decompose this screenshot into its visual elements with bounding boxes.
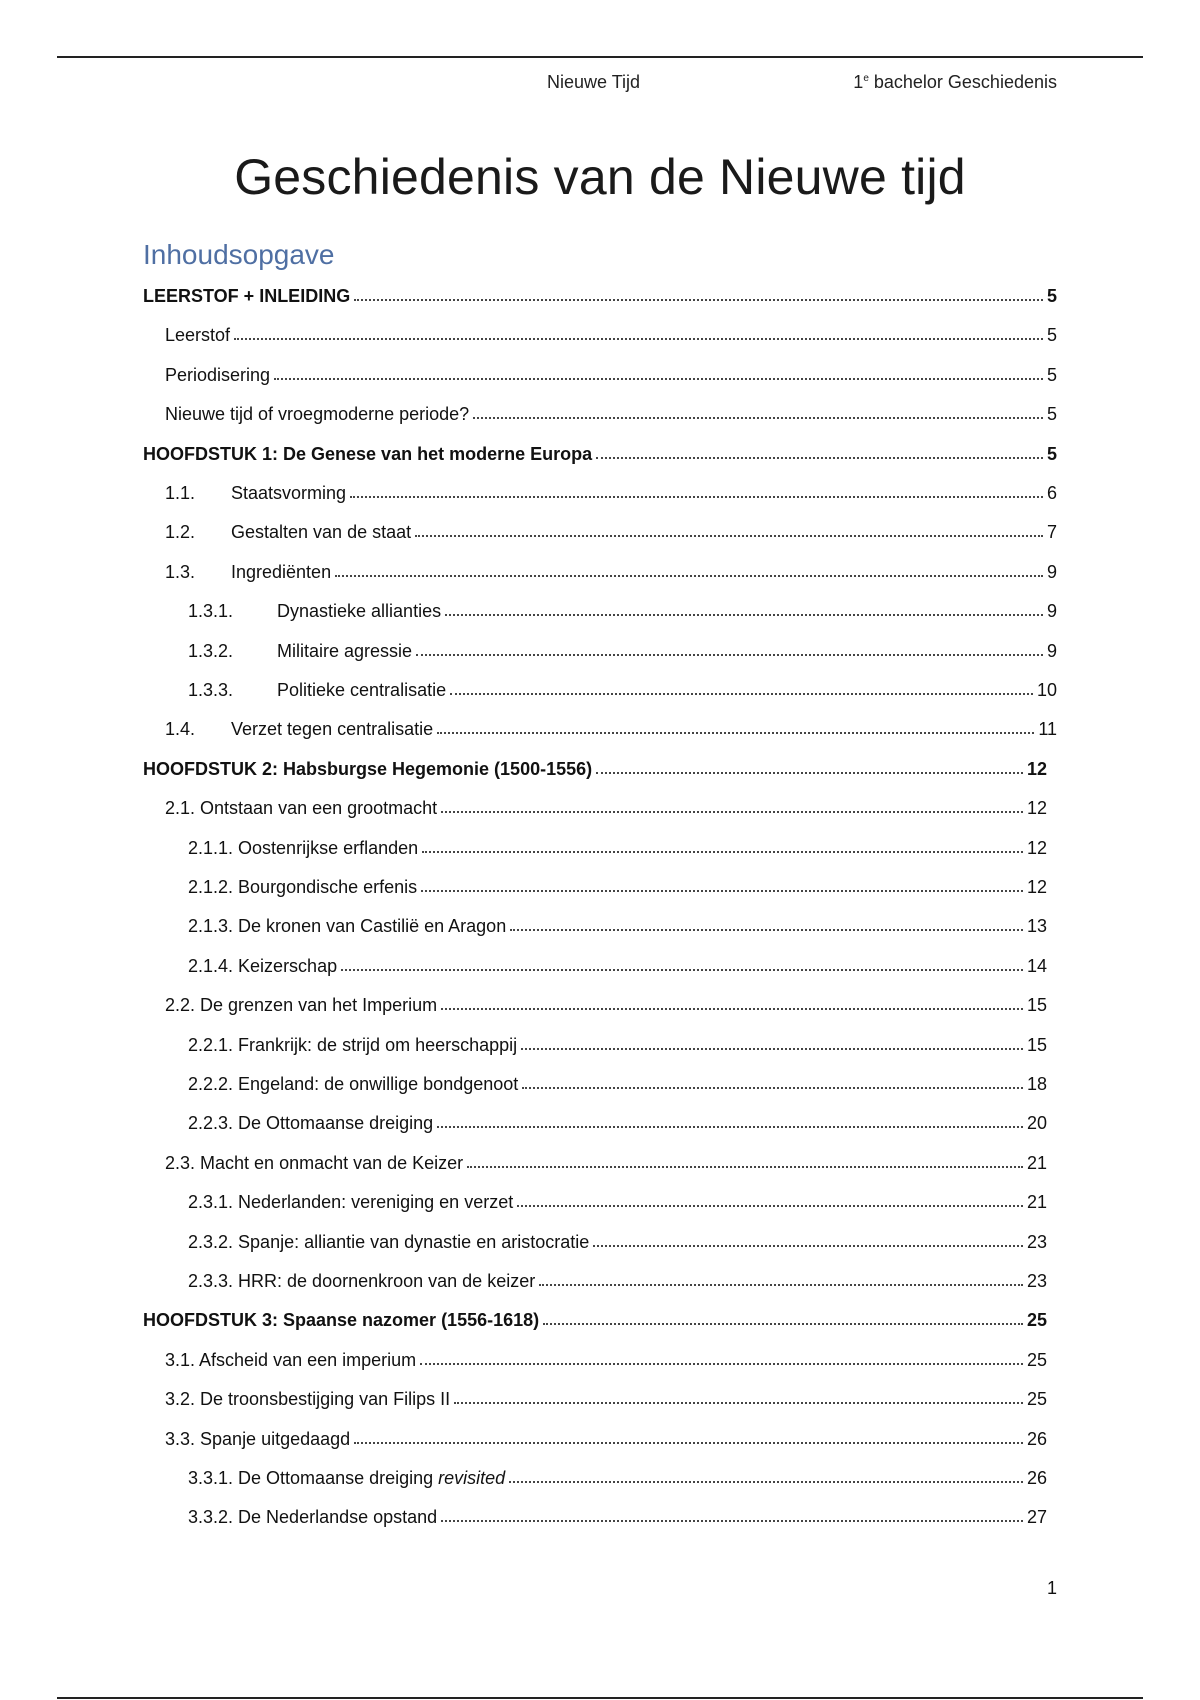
toc-entry-label-text: Leerstof bbox=[165, 325, 231, 346]
toc-entry-label-text: HOOFDSTUK 3: Spaanse nazomer (1556-1618) bbox=[143, 1310, 540, 1331]
toc-leader-dots bbox=[437, 732, 1034, 734]
toc-leader-dots bbox=[354, 1442, 1023, 1444]
toc-entry[interactable] bbox=[188, 945, 1047, 977]
toc-entry-label bbox=[188, 1074, 518, 1095]
toc-leader-dots bbox=[441, 811, 1023, 813]
toc-entry-page: 26 bbox=[1026, 1468, 1047, 1488]
toc-leader-dots bbox=[335, 575, 1043, 577]
toc-entry[interactable] bbox=[143, 748, 1047, 780]
toc-entry[interactable] bbox=[188, 1496, 1047, 1528]
toc-leader-dots bbox=[596, 457, 1043, 459]
toc-entry-label-text: 2.3.2. Spanje: alliantie van dynastie en aristocratie bbox=[188, 1231, 590, 1252]
toc-entry-page: 11 bbox=[1038, 719, 1057, 740]
toc-leader-dots bbox=[596, 772, 1023, 774]
toc-entry-label bbox=[165, 995, 437, 1016]
toc-entry[interactable] bbox=[188, 1102, 1047, 1134]
toc-entry[interactable] bbox=[165, 511, 1057, 543]
toc-leader-dots bbox=[350, 496, 1043, 498]
toc-entry-label bbox=[188, 1271, 535, 1292]
toc-entry-label bbox=[143, 759, 592, 780]
toc-leader-dots bbox=[441, 1008, 1023, 1010]
toc-entry-page: 23 bbox=[1026, 1231, 1047, 1252]
toc-entry[interactable] bbox=[165, 551, 1057, 583]
toc-entry-page: 18 bbox=[1026, 1074, 1047, 1094]
toc-entry-label-text: 2.1.3. De kronen van Castilië en Aragon bbox=[188, 916, 507, 937]
toc-entry[interactable] bbox=[165, 1339, 1047, 1371]
toc-leader-dots bbox=[539, 1284, 1023, 1286]
toc-leader-dots bbox=[421, 890, 1023, 892]
toc-entry[interactable] bbox=[188, 590, 1057, 622]
toc-entry[interactable] bbox=[188, 1181, 1047, 1213]
toc-leader-dots bbox=[354, 299, 1043, 301]
toc-entry-label-text: 2.1.1. Oostenrijkse erflanden bbox=[188, 837, 419, 858]
toc-entry-page: 10 bbox=[1036, 680, 1057, 700]
header-rule bbox=[57, 56, 1143, 58]
toc-entry-page: 5 bbox=[1046, 286, 1057, 306]
toc-entry-page: 25 bbox=[1026, 1349, 1047, 1370]
toc-entry-label-text: Gestalten van de staat bbox=[231, 522, 412, 543]
toc-entry-label-text: HOOFDSTUK 1: De Genese van het moderne Europa bbox=[143, 443, 593, 464]
toc-entry-number: 1.3. bbox=[165, 561, 196, 582]
toc-entry-label-text: 3.3. Spanje uitgedaagd bbox=[165, 1428, 351, 1449]
toc-entry-label-text: 2.2. De grenzen van het Imperium bbox=[165, 995, 438, 1016]
toc-entry-label bbox=[231, 483, 346, 504]
toc-entry-number: 1.3.3. bbox=[188, 680, 234, 700]
toc-entry-label bbox=[165, 404, 469, 425]
toc-entry-label bbox=[165, 1389, 450, 1410]
toc-entry[interactable] bbox=[165, 708, 1057, 740]
toc-entry[interactable] bbox=[188, 630, 1057, 662]
toc-leader-dots bbox=[467, 1166, 1023, 1168]
toc-entry-page: 9 bbox=[1046, 640, 1057, 661]
toc-entry[interactable] bbox=[188, 1024, 1047, 1056]
toc-entry-number: 1.3.2. bbox=[188, 640, 234, 661]
toc-entry-label bbox=[277, 641, 412, 662]
toc-entry[interactable] bbox=[188, 905, 1047, 937]
toc-entry-label-text: 2.1.4. Keizerschap bbox=[188, 955, 338, 976]
toc-entry-label bbox=[143, 286, 350, 307]
toc-entry[interactable] bbox=[188, 669, 1057, 701]
toc-entry[interactable] bbox=[143, 1299, 1047, 1331]
toc-entry-page: 9 bbox=[1046, 561, 1057, 582]
toc-entry[interactable] bbox=[165, 1378, 1047, 1410]
toc-entry-label bbox=[165, 1350, 416, 1371]
toc-entry-page: 21 bbox=[1026, 1152, 1047, 1173]
toc-entry-label-text: 3.3.2. De Nederlandse opstand bbox=[188, 1507, 438, 1528]
toc-leader-dots bbox=[510, 929, 1023, 931]
toc-leader-dots bbox=[593, 1245, 1023, 1247]
toc-entry-label-text: 2.2.2. Engeland: de onwillige bondgenoot bbox=[188, 1074, 519, 1094]
toc-entry[interactable] bbox=[143, 433, 1057, 465]
toc-entry-number: 1.4. bbox=[165, 719, 196, 740]
toc-entry-label bbox=[143, 444, 592, 465]
toc-entry-label bbox=[188, 1468, 505, 1489]
toc-leader-dots bbox=[416, 654, 1043, 656]
toc-entry[interactable] bbox=[143, 275, 1057, 307]
toc-entry-label-text: Verzet tegen centralisatie bbox=[231, 719, 434, 740]
toc-entry-label-text: 2.1.2. Bourgondische erfenis bbox=[188, 877, 418, 897]
toc-leader-dots bbox=[415, 535, 1043, 537]
footer-rule bbox=[57, 1697, 1143, 1699]
toc-entry[interactable] bbox=[188, 1457, 1047, 1489]
toc-entry-label bbox=[231, 719, 433, 740]
toc-entry-label-text: Periodisering bbox=[165, 364, 271, 385]
toc-entry-page: 23 bbox=[1026, 1271, 1047, 1291]
toc-entry-label bbox=[188, 916, 506, 937]
toc-leader-dots bbox=[420, 1363, 1023, 1365]
toc-entry-number: 1.1. bbox=[165, 483, 196, 503]
toc-entry-label bbox=[165, 1429, 350, 1450]
toc-leader-dots bbox=[543, 1323, 1023, 1325]
toc-leader-dots bbox=[234, 338, 1043, 340]
header-right bbox=[853, 72, 1057, 93]
toc-entry-page: 6 bbox=[1046, 483, 1057, 503]
toc-entry[interactable] bbox=[188, 866, 1047, 898]
toc-entry-page: 5 bbox=[1046, 443, 1057, 464]
toc-entry-label-text: 2.3.1. Nederlanden: vereniging en verzet bbox=[188, 1192, 514, 1213]
toc-entry-label bbox=[188, 1035, 517, 1056]
toc-entry-label-text: Militaire agressie bbox=[277, 640, 413, 661]
toc-entry[interactable] bbox=[188, 827, 1047, 859]
toc-entry-label-italic: revisited bbox=[438, 1468, 506, 1488]
toc-entry-page: 27 bbox=[1026, 1507, 1047, 1528]
toc-entry[interactable] bbox=[165, 787, 1047, 819]
toc-leader-dots bbox=[274, 378, 1043, 380]
toc-entry-page: 9 bbox=[1046, 601, 1057, 622]
toc-leader-dots bbox=[517, 1205, 1023, 1207]
header-right-suffix: bachelor Geschiedenis bbox=[868, 72, 1057, 92]
toc-entry-page: 26 bbox=[1026, 1428, 1047, 1449]
toc-entry-label bbox=[188, 877, 417, 898]
toc-leader-dots bbox=[509, 1481, 1023, 1483]
toc-entry-label bbox=[165, 365, 270, 386]
toc-leader-dots bbox=[437, 1126, 1023, 1128]
toc-entry-page: 20 bbox=[1026, 1113, 1047, 1134]
toc-entry[interactable] bbox=[165, 393, 1057, 425]
toc-entry-page: 21 bbox=[1026, 1192, 1047, 1213]
toc-entry-label-text: Ingrediënten bbox=[231, 561, 332, 582]
toc-entry[interactable] bbox=[165, 314, 1057, 346]
toc-entry[interactable] bbox=[188, 1260, 1047, 1292]
toc-entry-label bbox=[277, 680, 446, 701]
toc-entry[interactable] bbox=[165, 354, 1057, 386]
toc-entry-page: 15 bbox=[1026, 1034, 1047, 1055]
toc-entry[interactable] bbox=[165, 984, 1047, 1016]
toc-entry-page: 12 bbox=[1026, 837, 1047, 858]
toc-entry-label-text: 2.2.1. Frankrijk: de strijd om heerschappij bbox=[188, 1034, 518, 1055]
toc-entry[interactable] bbox=[188, 1063, 1047, 1095]
toc-heading: Inhoudsopgave bbox=[143, 239, 335, 270]
toc-entry-label bbox=[188, 1113, 433, 1134]
toc-entry-number: 1.2. bbox=[165, 522, 196, 543]
toc-entry-label-text: 2.3.3. HRR: de doornenkroon van de keizer bbox=[188, 1271, 536, 1291]
toc-entry-label-text: 3.2. De troonsbestijging van Filips II bbox=[165, 1389, 451, 1410]
toc-entry-label bbox=[188, 1507, 437, 1528]
toc-entry-label-text: LEERSTOF + INLEIDING bbox=[143, 286, 351, 306]
toc-entry-page: 13 bbox=[1026, 916, 1047, 937]
toc-leader-dots bbox=[450, 693, 1033, 695]
toc-leader-dots bbox=[445, 614, 1043, 616]
toc-entry-label bbox=[165, 798, 437, 819]
toc-entry[interactable] bbox=[165, 1418, 1047, 1450]
toc-entry-page: 12 bbox=[1026, 877, 1047, 897]
toc-entry-label bbox=[188, 838, 418, 859]
toc-entry-label-text: 3.1. Afscheid van een imperium bbox=[165, 1349, 417, 1370]
toc-entry-label bbox=[277, 601, 441, 622]
page-title: Geschiedenis van de Nieuwe tijd bbox=[234, 149, 966, 205]
toc-entry-page: 5 bbox=[1046, 325, 1057, 346]
toc-entry-label bbox=[188, 956, 337, 977]
toc-entry[interactable] bbox=[188, 1221, 1047, 1253]
toc-entry-page: 5 bbox=[1046, 364, 1057, 385]
toc-entry-page: 25 bbox=[1026, 1389, 1047, 1410]
toc-entry-label-text: Nieuwe tijd of vroegmoderne periode? bbox=[165, 404, 470, 425]
toc-entry-label-text: Politieke centralisatie bbox=[277, 680, 447, 700]
toc-entry[interactable] bbox=[165, 1142, 1047, 1174]
toc-entry-page: 14 bbox=[1026, 955, 1047, 976]
toc-entry-label-text: Staatsvorming bbox=[231, 483, 347, 503]
toc-entry-label bbox=[231, 562, 331, 583]
toc-entry-label bbox=[231, 522, 411, 543]
toc-entry-page: 12 bbox=[1026, 798, 1047, 819]
toc-entry-label-text: 2.1. Ontstaan van een grootmacht bbox=[165, 798, 438, 819]
header-center: Nieuwe Tijd bbox=[547, 72, 641, 92]
toc-leader-dots bbox=[473, 417, 1043, 419]
toc-entry-label bbox=[188, 1192, 513, 1213]
toc-entry-label-text: HOOFDSTUK 2: Habsburgse Hegemonie (1500-1556) bbox=[143, 758, 593, 779]
toc-leader-dots bbox=[454, 1402, 1023, 1404]
toc-entry-number: 1.3.1. bbox=[188, 601, 234, 622]
toc-leader-dots bbox=[521, 1048, 1023, 1050]
toc-entry-page: 5 bbox=[1046, 404, 1057, 425]
toc-entry[interactable] bbox=[165, 472, 1057, 504]
toc-entry-label-text: 3.3.1. De Ottomaanse dreiging bbox=[188, 1468, 439, 1488]
toc-entry-label bbox=[165, 1153, 463, 1174]
page-number: 1 bbox=[1046, 1578, 1057, 1598]
toc-entry-page: 7 bbox=[1046, 522, 1057, 543]
toc-leader-dots bbox=[522, 1087, 1023, 1089]
toc-leader-dots bbox=[341, 969, 1023, 971]
toc-entry-label bbox=[188, 1232, 589, 1253]
toc-entry-label-text: 2.2.3. De Ottomaanse dreiging bbox=[188, 1113, 434, 1134]
header-right-prefix: 1 bbox=[853, 72, 864, 92]
toc-leader-dots bbox=[441, 1520, 1023, 1522]
toc-leader-dots bbox=[422, 851, 1023, 853]
toc-entry-label-text: Dynastieke allianties bbox=[277, 601, 442, 622]
toc-entry-page: 12 bbox=[1026, 758, 1047, 779]
header-right-sup: e bbox=[863, 73, 869, 84]
toc-entry-page: 15 bbox=[1026, 995, 1047, 1016]
toc-entry-label-text: 2.3. Macht en onmacht van de Keizer bbox=[165, 1152, 464, 1173]
toc-entry-label bbox=[165, 325, 230, 346]
toc-entry-page: 25 bbox=[1026, 1310, 1047, 1331]
toc-entry-label bbox=[143, 1310, 539, 1331]
